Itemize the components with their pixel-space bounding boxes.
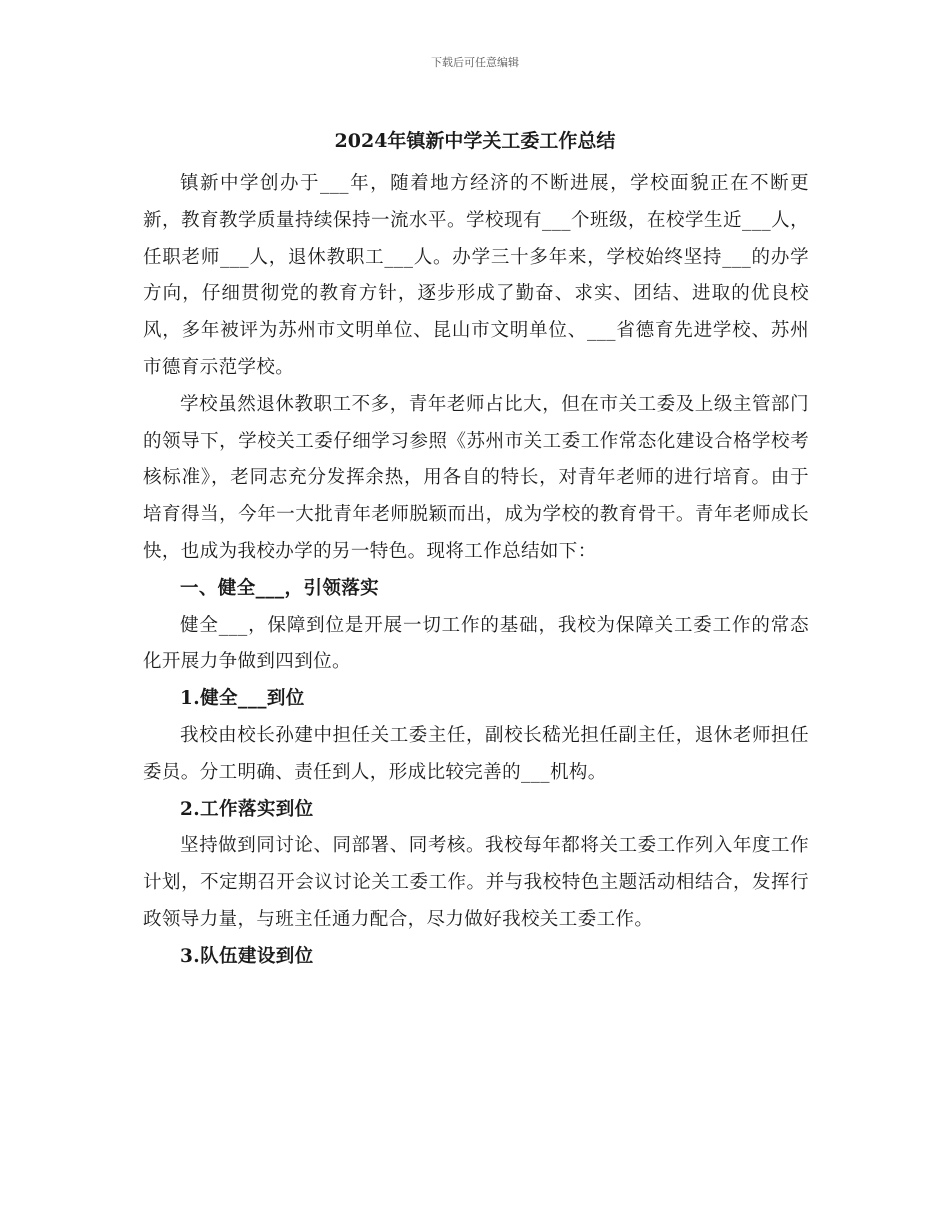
download-note: 下载后可任意编辑 xyxy=(431,56,519,69)
subsection-2-paragraph: 坚持做到同讨论、同部署、同考核。我校每年都将关工委工作列入年度工作计划，不定期召开会议讨论关工委工作。并与我校特色主题活动相结合，发挥行政领导力量，与班主任通力配合，尽力做好我校关工委工作。 xyxy=(143,835,809,930)
section-1-paragraph: 健全___，保障到位是开展一切工作的基础，我校为保障关工委工作的常态化开展力争做到四到位。 xyxy=(143,614,809,673)
subsection-heading-3: 3.队伍建设到位 xyxy=(180,945,314,967)
subsection-heading-1: 1.健全___到位 xyxy=(180,688,305,710)
background-paragraph: 学校虽然退休教职工不多，青年老师占比大，但在市关工委及上级主管部门的领导下，学校关工委仔细学习参照《苏州市关工委工作常态化建设合格学校考核标准》，老同志充分发挥余热，用各自的特长，对青年老师的进行培育。由于培育得当，今年一大批青年老师脱颖而出，成为学校的教育骨干。青年老师成长快，也成为我校办学的另一特色。现将工作总结如下： xyxy=(143,393,809,562)
document-title: 2024年镇新中学关工委工作总结 xyxy=(334,130,616,152)
subsection-1-paragraph: 我校由校长孙建中担任关工委主任，副校长嵇光担任副主任，退休老师担任委员。分工明确、责任到人，形成比较完善的___机构。 xyxy=(143,724,809,783)
document-body xyxy=(143,166,809,976)
section-heading-1: 一、健全___，引领落实 xyxy=(180,577,380,599)
intro-paragraph: 镇新中学创办于___年，随着地方经济的不断进展，学校面貌正在不断更新，教育教学质量持续保持一流水平。学校现有___个班级，在校学生近___人，任职老师___人，退休教职工___人。办学三十多年来，学校始终坚持___的办学方向，仔细贯彻党的教育方针，逐步形成了勤奋、求实、团结、进取的优良校风，多年被评为苏州市文明单位、昆山市文明单位、___省德育先进学校、苏州市德育示范学校。 xyxy=(143,173,809,378)
subsection-heading-2: 2.工作落实到位 xyxy=(180,798,314,820)
